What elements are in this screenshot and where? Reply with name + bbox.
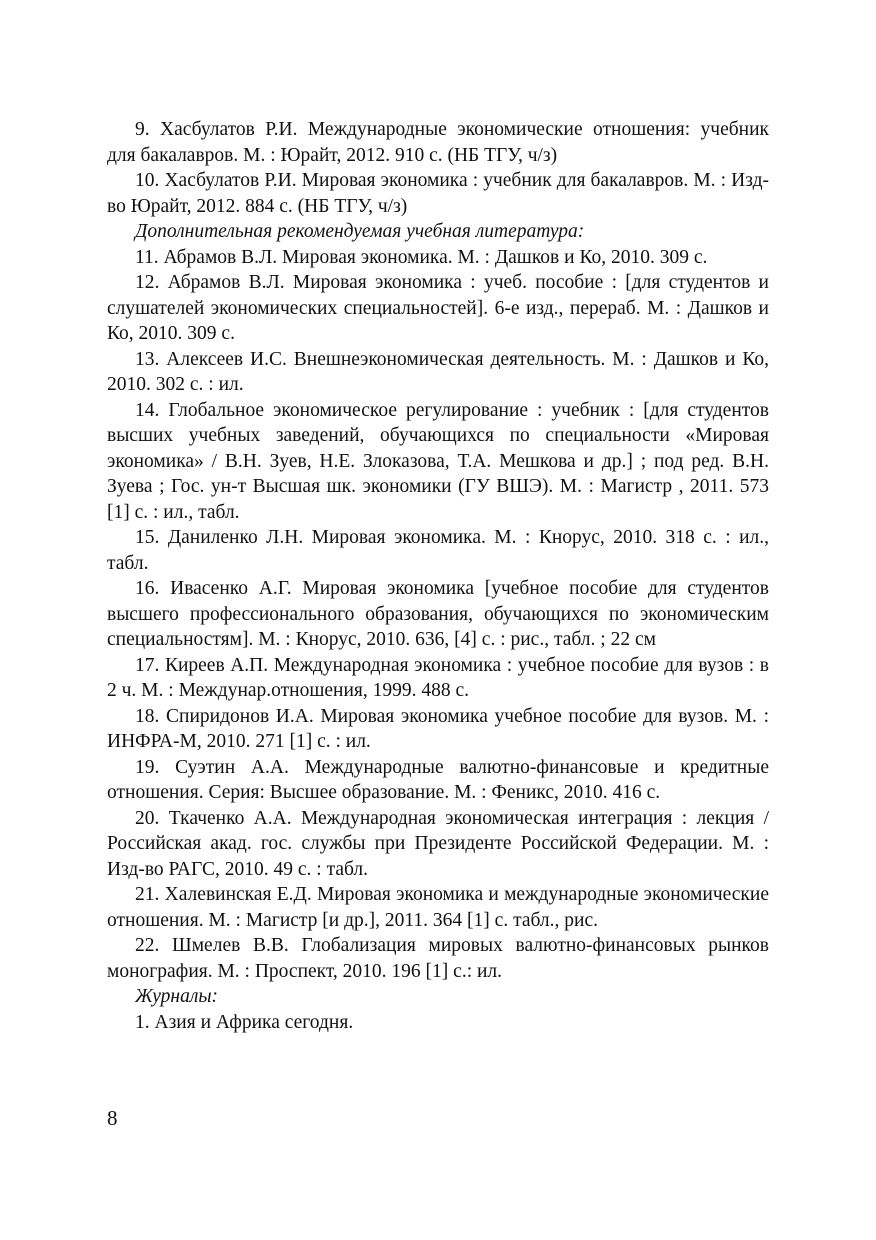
reference-entry-16: 16. Ивасенко А.Г. Мировая экономика [учебное пособие для студентов высшего профессионального образования, обучающихся по экономическим специальностям]. М. : Кнорус, 2010. 636, [4] с. : рис., табл. ; 22 см bbox=[107, 578, 769, 650]
reference-entry-14: 14. Глобальное экономическое регулирование : учебник : [для студентов высших учебных заведений, обучающихся по специальности «Мировая экономика» / В.Н. Зуев, Н.Е. Злоказова, Т.А. Мешкова и др.] ; под ред. В.Н. Зуева ; Гос. ун-т Высшая шк. экономики (ГУ ВШЭ). М. : Магистр , 2011. 573 [1] с. : ил., табл. bbox=[107, 399, 769, 523]
reference-entry-22: 22. Шмелев В.В. Глобализация мировых валютно-финансовых рынков монография. М. : Проспект, 2010. 196 [1] с.: ил. bbox=[107, 935, 769, 982]
reference-entry-17: 17. Киреев А.П. Международная экономика : учебное пособие для вузов : в 2 ч. М. : Междунар.отношения, 1999. 488 с. bbox=[107, 654, 769, 701]
journals-heading: Журналы: bbox=[135, 986, 219, 1007]
reference-entry-10: 10. Хасбулатов Р.И. Мировая экономика : учебник для бакалавров. М. : Изд-во Юрайт, 2012. 884 с. (НБ ТГУ, ч/з) bbox=[107, 170, 769, 217]
reference-entry-12: 12. Абрамов В.Л. Мировая экономика : учеб. пособие : [для студентов и слушателей экономических специальностей]. 6-е изд., перераб. М. : Дашков и Ко, 2010. 309 с. bbox=[107, 272, 769, 344]
reference-entry-18: 18. Спиридонов И.А. Мировая экономика учебное пособие для вузов. М. : ИНФРА-М, 2010. 271 [1] с. : ил. bbox=[107, 705, 769, 752]
page-number: 8 bbox=[107, 1106, 118, 1130]
additional-literature-heading: Дополнительная рекомендуемая учебная литература: bbox=[135, 221, 585, 242]
reference-entry-15: 15. Даниленко Л.Н. Мировая экономика. М. : Кнорус, 2010. 318 с. : ил., табл. bbox=[107, 527, 769, 574]
reference-entry-9: 9. Хасбулатов Р.И. Международные экономические отношения: учебник для бакалавров. М. : Юрайт, 2012. 910 с. (НБ ТГУ, ч/з) bbox=[107, 119, 769, 166]
reference-entry-11: 11. Абрамов В.Л. Мировая экономика. М. : Дашков и Ко, 2010. 309 с. bbox=[135, 246, 708, 268]
reference-list-page bbox=[107, 117, 769, 1035]
reference-entry-21: 21. Халевинская Е.Д. Мировая экономика и международные экономические отношения. М. : Магистр [и др.], 2011. 364 [1] с. табл., рис. bbox=[107, 884, 769, 931]
journal-entry-1: 1. Азия и Африка сегодня. bbox=[135, 1011, 354, 1033]
reference-entry-20: 20. Ткаченко А.А. Международная экономическая интеграция : лекция / Российская акад. гос. службы при Президенте Российской Федерации. М. : Изд-во РАГС, 2010. 49 с. : табл. bbox=[107, 807, 769, 880]
reference-entry-13: 13. Алексеев И.С. Внешнеэкономическая деятельность. М. : Дашков и Ко, 2010. 302 с. : ил. bbox=[107, 348, 769, 395]
reference-entry-19: 19. Суэтин А.А. Международные валютно-финансовые и кредитные отношения. Серия: Высшее образование. М. : Феникс, 2010. 416 с. bbox=[107, 756, 769, 803]
